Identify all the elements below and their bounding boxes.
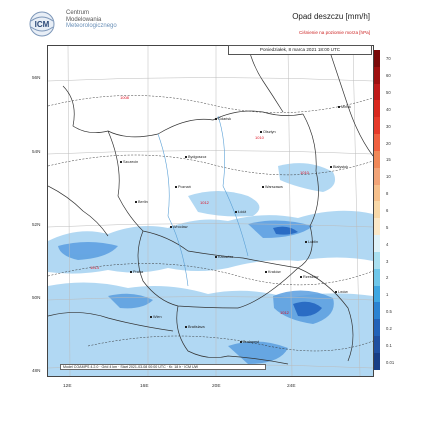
colorbar-swatch — [374, 67, 380, 84]
colorbar-label: 5 — [386, 224, 389, 230]
city-label: Gdańsk — [215, 117, 231, 121]
pressure-label: 1012 — [280, 310, 289, 315]
city-label: Praha — [130, 270, 143, 274]
colorbar-swatch — [374, 151, 380, 168]
colorbar-label: 15 — [386, 157, 391, 163]
city-label: Wien — [150, 315, 162, 319]
colorbar-label: 3 — [386, 258, 389, 264]
colorbar-label: 70 — [386, 56, 391, 62]
city-label: Bydgoszcz — [185, 155, 206, 159]
city-label: Rzeszów — [300, 275, 318, 279]
colorbar-label: 0.1 — [386, 342, 392, 348]
colorbar-swatch — [374, 218, 380, 235]
pressure-label: 1012 — [200, 200, 209, 205]
city-label: Mińsk — [338, 105, 351, 109]
colorbar-label: 0.01 — [386, 359, 395, 365]
city-label: Poznań — [175, 185, 191, 189]
city-label: Bratislava — [185, 325, 205, 329]
city-label: Budapest — [240, 340, 259, 344]
city-label: Białystok — [330, 165, 348, 169]
colorbar-swatch — [374, 336, 380, 353]
colorbar-label: 10 — [386, 174, 391, 180]
colorbar-swatch — [374, 319, 380, 336]
city-label: Szczecin — [120, 160, 138, 164]
org-line-2: Modelowania — [66, 16, 102, 23]
colorbar-label: 30 — [386, 123, 391, 129]
colorbar-label: 1 — [386, 292, 389, 298]
city-label: Łódź — [235, 210, 246, 214]
colorbar-label: 40 — [386, 106, 391, 112]
colorbar-swatch — [374, 201, 380, 218]
lat-label: 56N — [32, 75, 41, 80]
colorbar-swatch — [374, 185, 380, 202]
city-label: Berlin — [135, 200, 148, 204]
colorbar-swatch — [374, 252, 380, 269]
colorbar-label: 0.5 — [386, 309, 392, 315]
colorbar-swatch — [374, 168, 380, 185]
svg-text:ICM: ICM — [34, 20, 50, 29]
colorbar-swatch — [374, 134, 380, 151]
colorbar-swatch — [374, 302, 380, 319]
colorbar-swatch — [374, 353, 380, 370]
colorbar-swatch — [374, 286, 380, 303]
city-label: Lublin — [305, 240, 318, 244]
colorbar-label: 4 — [386, 241, 389, 247]
colorbar-swatch — [374, 117, 380, 134]
lon-label: 24E — [287, 384, 296, 389]
org-line-1: Centrum — [66, 10, 90, 16]
city-label: Kraków — [265, 270, 281, 274]
colorbar-swatch — [374, 235, 380, 252]
precipitation-map[interactable] — [47, 45, 374, 377]
city-label: Lwów — [335, 290, 348, 294]
pressure-label: 1010 — [300, 170, 309, 175]
org-line-3: Meteorologicznego — [66, 23, 117, 30]
lat-label: 48N — [32, 368, 41, 373]
colorbar-swatch — [374, 50, 380, 67]
colorbar-swatch — [374, 84, 380, 101]
lon-label: 16E — [140, 384, 149, 389]
city-label: Olsztyn — [260, 130, 276, 134]
model-info: Model COAMPS 4.2.0 · Grid 4 km · Start 2021-03-08 00:00 UTC · Kr. 18 h · ICM UW — [60, 364, 266, 370]
pressure-label: 1008 — [120, 95, 129, 100]
lat-label: 54N — [32, 149, 41, 154]
pressure-label: 1010 — [255, 135, 264, 140]
forecast-date: Poniedziałek, 8 marca 2021 18:00 UTC — [228, 45, 372, 55]
lat-label: 52N — [32, 222, 41, 227]
colorbar-label: 8 — [386, 191, 389, 197]
lat-label: 50N — [32, 295, 41, 300]
city-label: Warszawa — [262, 185, 283, 189]
colorbar-swatch — [374, 100, 380, 117]
map-subtitle: Ciśnienie na poziomie morza [hPa] — [299, 30, 370, 35]
colorbar-label: 2 — [386, 275, 389, 281]
city-label: Wrocław — [170, 225, 188, 229]
colorbar-label: 50 — [386, 90, 391, 96]
organization-name — [66, 10, 117, 30]
lon-label: 12E — [63, 384, 72, 389]
colorbar-label: 20 — [386, 140, 391, 146]
colorbar-label: 60 — [386, 73, 391, 79]
city-label: Katowice — [215, 255, 233, 259]
colorbar-label: 6 — [386, 208, 389, 213]
pressure-label: 1014 — [90, 265, 99, 270]
precipitation-colorbar — [374, 50, 380, 370]
colorbar-swatch — [374, 269, 380, 286]
lon-label: 20E — [212, 384, 221, 389]
colorbar-label: 0.2 — [386, 325, 392, 331]
map-title: Opad deszczu [mm/h] — [292, 12, 370, 21]
icm-logo — [26, 9, 58, 39]
